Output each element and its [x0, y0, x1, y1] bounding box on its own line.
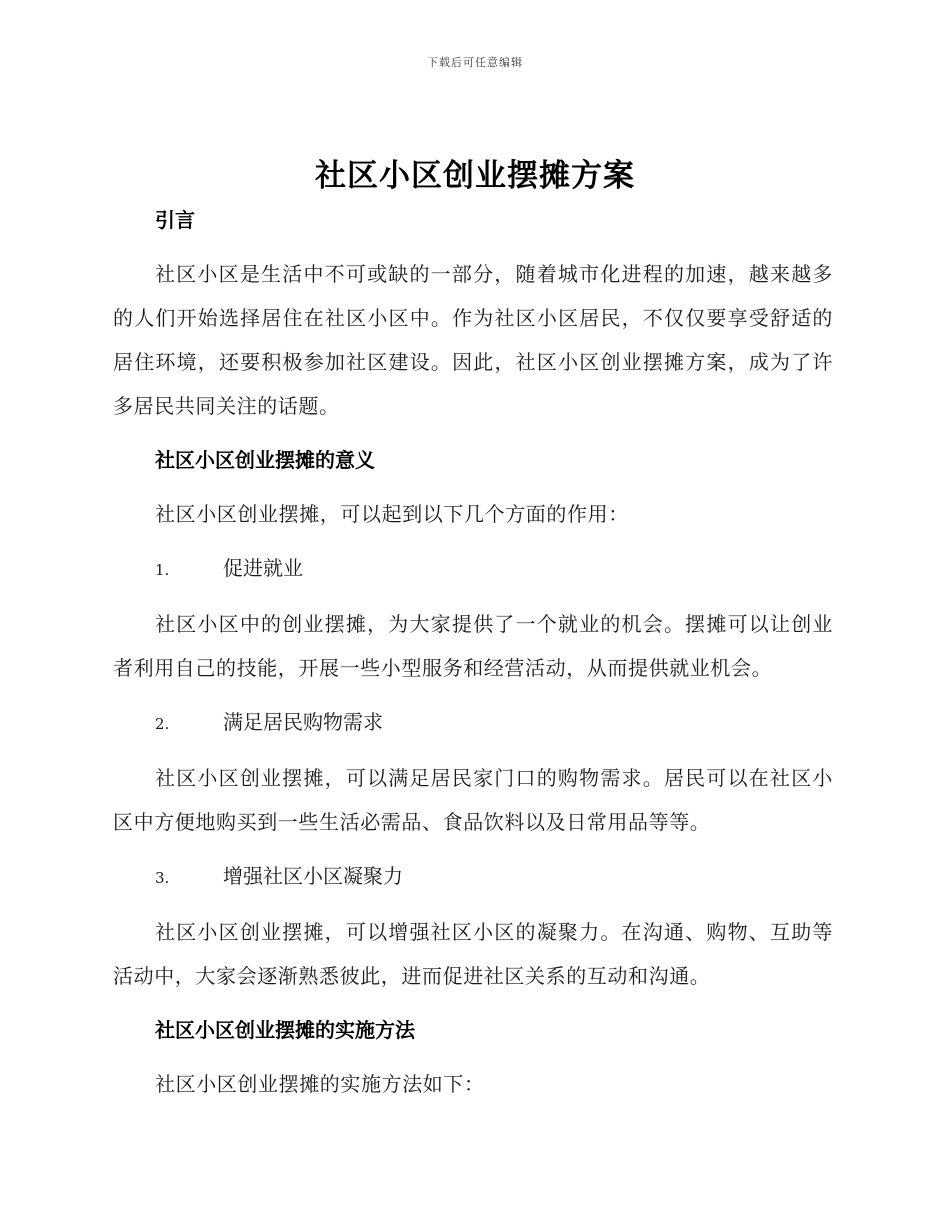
list-item-title: 增强社区小区凝聚力	[223, 864, 403, 888]
header-note: 下载后可任意编辑	[427, 56, 523, 69]
method-heading: 社区小区创业摆摊的实施方法	[155, 1018, 415, 1042]
list-item-paragraph: 社区小区创业摆摊，可以满足居民家门口的购物需求。居民可以在社区小区中方便地购买到一些生活必需品、食品饮料以及日常用品等等。	[113, 766, 833, 834]
document-body	[113, 198, 833, 1106]
list-item	[113, 546, 833, 592]
list-item-number: 2.	[155, 715, 170, 733]
list-item-number: 3.	[155, 869, 170, 887]
list-item-title: 满足居民购物需求	[223, 710, 383, 734]
meaning-intro: 社区小区创业摆摊，可以起到以下几个方面的作用：	[155, 502, 629, 526]
list-item	[113, 854, 833, 900]
meaning-heading: 社区小区创业摆摊的意义	[155, 448, 375, 472]
list-item-paragraph: 社区小区创业摆摊，可以增强社区小区的凝聚力。在沟通、购物、互助等活动中，大家会逐渐熟悉彼此，进而促进社区关系的互动和沟通。	[113, 920, 833, 988]
list-item-paragraph: 社区小区中的创业摆摊，为大家提供了一个就业的机会。摆摊可以让创业者利用自己的技能，开展一些小型服务和经营活动，从而提供就业机会。	[113, 612, 833, 680]
list-item	[113, 700, 833, 746]
method-intro: 社区小区创业摆摊的实施方法如下：	[155, 1072, 485, 1096]
list-item-title: 促进就业	[223, 556, 303, 580]
intro-paragraph: 社区小区是生活中不可或缺的一部分，随着城市化进程的加速，越来越多的人们开始选择居住在社区小区中。作为社区小区居民，不仅仅要享受舒适的居住环境，还要积极参加社区建设。因此，社区小区创业摆摊方案，成为了许多居民共同关注的话题。	[113, 262, 833, 418]
list-item-number: 1.	[155, 561, 170, 579]
intro-heading: 引言	[155, 208, 195, 232]
document-title: 社区小区创业摆摊方案	[315, 158, 635, 194]
